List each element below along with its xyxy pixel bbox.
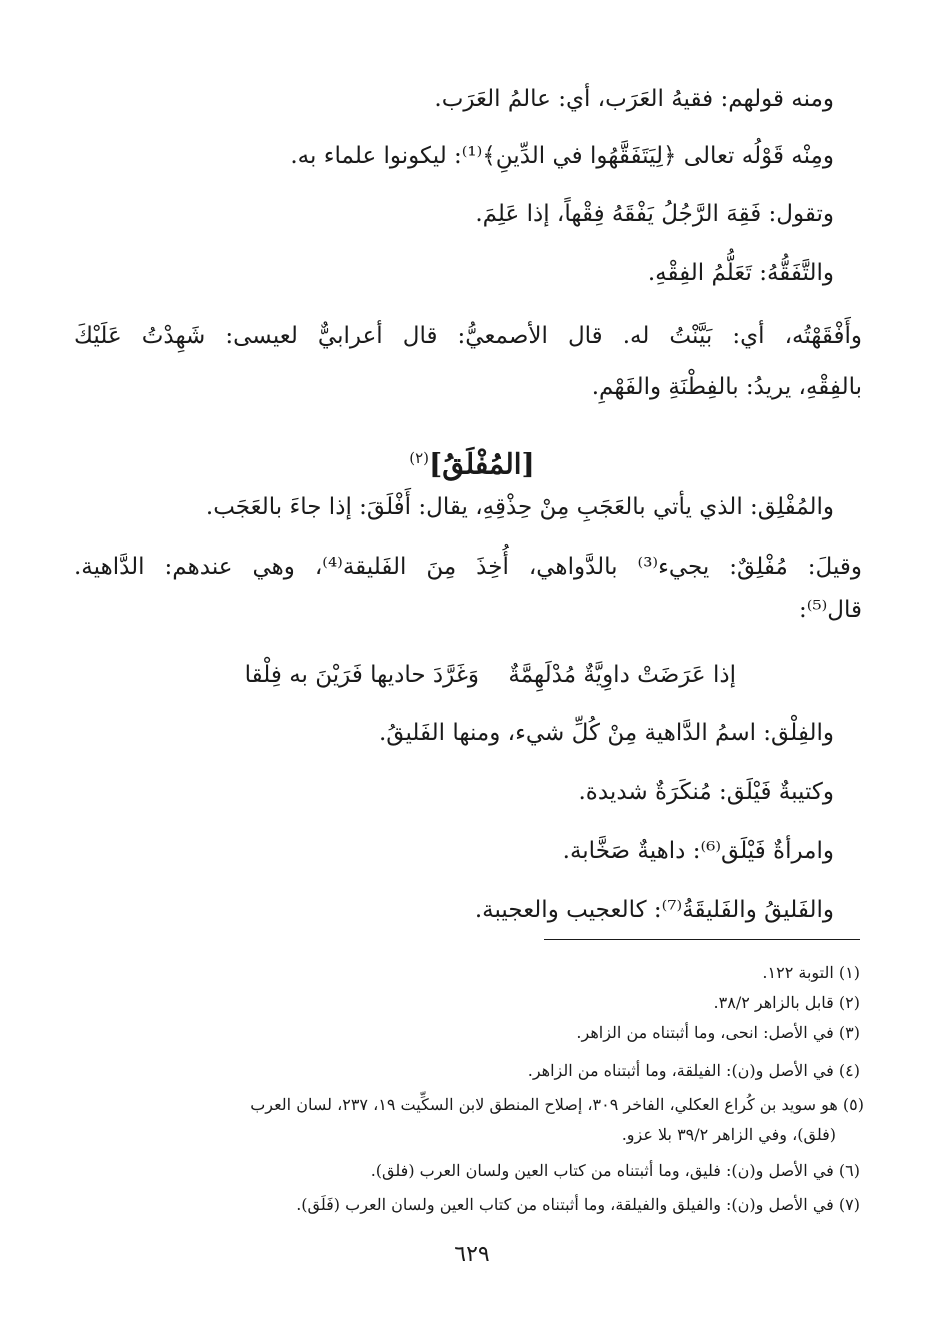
page-number: ٦٢٩ [454, 1242, 490, 1267]
text-line: ومِنْه قَوْلُه تعالى ﴿لِيَتَفَقَّهُوا في الدِّينِ﴾⁽¹⁾: ليكونوا علماء به. [290, 143, 834, 169]
text-line: والمُفْلِق: الذي يأتي بالعَجَبِ مِنْ حِذْقِهِ، يقال: أَفْلَقَ: إذا جاءَ بالعَجَب. [205, 494, 834, 520]
text-line: وأَفْقَهْتُه، أي: بَيَّنْتُ له. قال الأصمعيُّ: قال أعرابيٌّ لعيسى: شَهِدْتُ عَلَيْكَ [74, 323, 862, 349]
footnote: (٤) في الأصل و(ن): الفيلقة، وما أثبتناه من الزاهر. [527, 1061, 860, 1080]
entry-heading [0, 438, 944, 484]
text-line: والفَليقُ والفَليقَةُ⁽⁷⁾: كالعجيب والعجيبة. [474, 897, 834, 923]
footnote: (٣) في الأصل: انحى، وما أثبتناه من الزاهر. [576, 1023, 860, 1042]
verse-hemistich-second: وَغَرَّدَ حاديها فَرَيْنَ به فِلْقا [244, 662, 479, 688]
footnote: (٢) قابل بالزاهر ٣٨/٢. [713, 993, 860, 1012]
footnote: (٦) في الأصل و(ن): فليق، وما أثبتناه من كتاب العين ولسان العرب (فلق). [370, 1161, 860, 1180]
text-line: وامرأةٌ فَيْلَق⁽⁶⁾: داهيةٌ صَخَّابة. [562, 838, 834, 864]
text-line: وقيلَ: مُفْلِقٌ: يجيء⁽³⁾ بالدَّواهي، أُخِذَ مِنَ الفَليقة⁽⁴⁾، وهي عندهم: الدَّاهية. [74, 554, 862, 580]
text-line: وتقول: فَقِهَ الرَّجُلُ يَفْقَهُ فِقْهاً، إذا عَلِمَ. [475, 201, 834, 227]
text-line: ومنه قولهم: فقيهُ العَرَب، أي: عالمُ العَرَب. [434, 86, 834, 112]
footnote-continuation: (فلق)، وفي الزاهر ٣٩/٢ بلا عزو. [621, 1125, 836, 1144]
footnote: (٥) هو سويد بن كُراع العكلي، الفاخر ٣٠٩، إصلاح المنطق لابن السكِّيت ١٩، ٢٣٧، لسان العرب [250, 1095, 864, 1114]
text-line: بالفِقْهِ، يريدُ: بالفِطْنَةِ والفَهْمِ. [591, 374, 862, 400]
footnote-separator [544, 939, 860, 940]
verse-hemistich-first: إذا عَرَضَتْ داوِيَّةٌ مُدْلَهِمَّةٌ [508, 662, 736, 688]
footnote: (٧) في الأصل و(ن): والفيلق والفيلقة، وما أثبتناه من كتاب العين ولسان العرب (فَلَق). [296, 1195, 860, 1214]
text-line: قال⁽⁵⁾: [798, 597, 862, 623]
footnote: (١) التوبة ١٢٢. [762, 963, 860, 982]
heading-footnote-ref: (٢) [409, 449, 429, 467]
text-line: والفِلْق: اسمُ الدَّاهية مِنْ كُلِّ شيء، ومنها الفَليقُ. [378, 720, 834, 746]
text-line: وكتيبةٌ فَيْلَق: مُنكَرَةٌ شديدة. [578, 779, 834, 805]
heading-text: [المُفْلَقُ] [429, 447, 535, 481]
text-line: والتَّفَقُّهُ: تَعَلُّمُ الفِقْهِ. [647, 260, 834, 286]
